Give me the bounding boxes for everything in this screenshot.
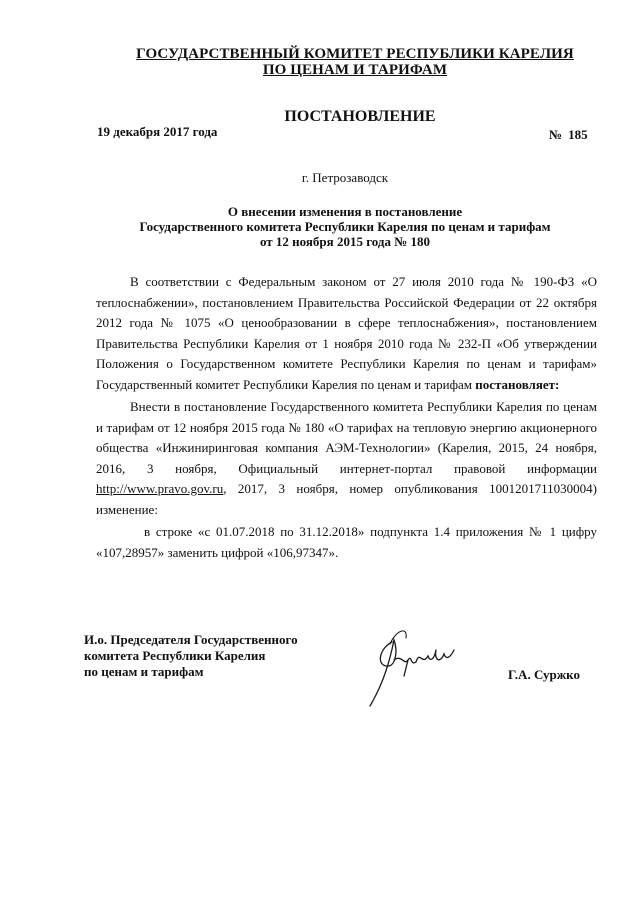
paragraph-preamble	[96, 272, 597, 395]
document-date: 19 декабря 2017 года	[97, 124, 218, 139]
document-body	[96, 272, 597, 563]
signatory-line3: по ценам и тарифам	[84, 664, 204, 679]
amendment-text-end: , 2017, 3 ноября, номер опубликования 1001201711030004) изменение:	[96, 481, 597, 517]
signatory-name: Г.А. Суржко	[508, 667, 580, 682]
committee-name-line2: ПО ЦЕНАМ И ТАРИФАМ	[262, 62, 448, 78]
city-line: г. Петрозаводск	[301, 170, 389, 185]
signatory-line2: комитета Республики Карелия	[84, 648, 266, 663]
subject-line1: О внесении изменения в постановление	[227, 204, 463, 219]
preamble-text: В соответствии с Федеральным законом от 27 июля 2010 года № 190-ФЗ «О теплоснабжении», постановлением Правительства Российской Федерации от 22 октября 2012 года № 1075 «О ценообразовании в сфере теплоснабжения», постановлением Правительства Республики Карелия от 1 ноября 2010 года № 232-П «Об утверждении Положения о Государственном комитете Республики Карелия по ценам и тарифам» Государственный комитет Республики Карелия по ценам и тарифам	[96, 274, 597, 392]
pravo-link[interactable]: http://www.pravo.gov.ru	[96, 481, 224, 496]
signatory-title	[84, 632, 298, 680]
number-sign: №	[549, 127, 563, 142]
document-title: ПОСТАНОВЛЕНИЕ	[284, 108, 436, 125]
signatory-line1: И.о. Председателя Государственного	[84, 632, 298, 647]
amendment-text-start: Внести в постановление Государственного комитета Республики Карелия по ценам и тарифам от 12 ноября 2015 года № 180 «О тарифах на тепловую энергию акционерного общества «Инжиниринговая компания АЭМ-Технологии» (Карелия, 2015, 24 ноября, 2016, 3 ноября, Официальный интернет-портал правовой информации	[96, 399, 597, 476]
resolves-word: постановляет:	[475, 376, 560, 392]
subject-line2: Государственного комитета Республики Карелия по ценам и тарифам	[139, 219, 551, 234]
handwritten-signature	[350, 620, 470, 710]
paragraph-amendment	[96, 397, 597, 520]
document-number	[543, 127, 588, 143]
paragraph-change: в строке «с 01.07.2018 по 31.12.2018» подпункта 1.4 приложения № 1 цифру «107,28957» заменить цифрой «106,97347».	[96, 524, 597, 560]
committee-name-line1: ГОСУДАРСТВЕННЫЙ КОМИТЕТ РЕСПУБЛИКИ КАРЕЛИЯ	[136, 46, 574, 62]
number-value: 185	[568, 127, 588, 142]
subject-line3: от 12 ноября 2015 года № 180	[259, 234, 431, 249]
